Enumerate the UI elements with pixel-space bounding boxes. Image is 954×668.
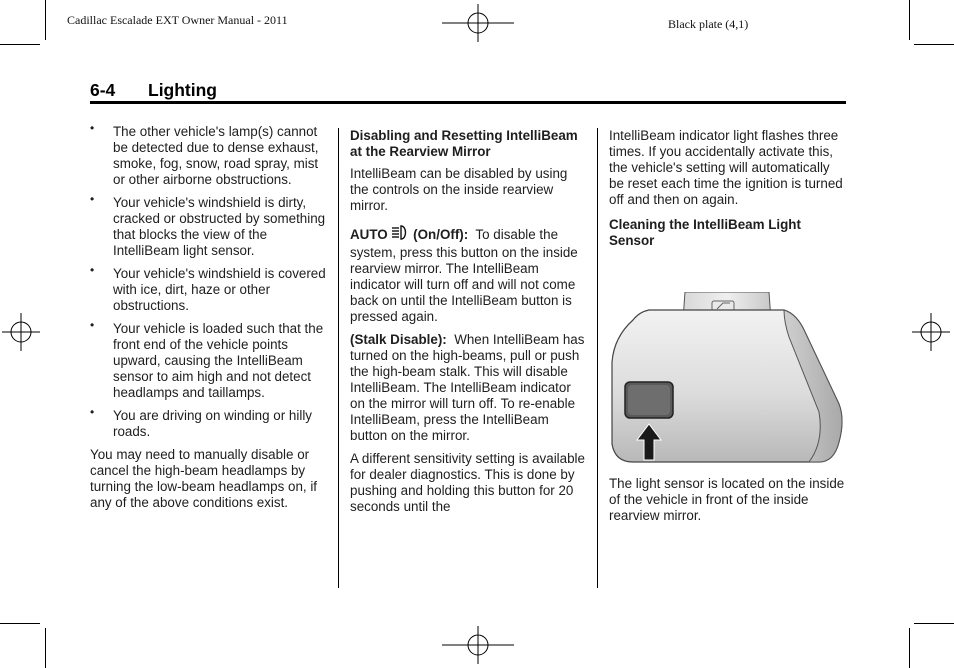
bullet-item [90, 263, 330, 314]
bullet-text: The other vehicle's lamp(s) cannot be detected due to dense exhaust, smoke, fog, snow, road spray, mist or other airborne obstructions. [113, 124, 319, 187]
manual-title: Cadillac Escalade EXT Owner Manual - 2011 [67, 13, 288, 27]
right-column [609, 128, 847, 249]
registration-mark-bottom-icon [442, 626, 514, 664]
middle-column [350, 128, 588, 515]
bullet-icon: • [90, 263, 95, 277]
body-paragraph: A different sensitivity setting is available for dealer diagnostics. This is done by pushing and holding this button for 20 seconds until the [350, 451, 585, 514]
body-paragraph: You may need to manually disable or cancel the high-beam headlamps by turning the low-beam headlamps on, if any of the above conditions exist. [90, 447, 318, 510]
left-column [90, 121, 330, 511]
crop-mark [45, 0, 46, 40]
subheading: Disabling and Resetting IntelliBeam at the Rearview Mirror [350, 128, 578, 159]
crop-mark [909, 0, 910, 40]
auto-high-beam-icon [391, 224, 409, 245]
bullet-text: You are driving on winding or hilly roads. [113, 408, 312, 439]
heading-rule [90, 101, 846, 104]
registration-mark-top-icon [442, 4, 514, 42]
body-paragraph: IntelliBeam indicator light flashes three times. If you accidentally activate this, the vehicle's setting will automatically be reset each time the ignition is turned off and then on again. [609, 128, 843, 207]
section-title: Lighting [148, 80, 218, 100]
crop-mark [909, 628, 910, 668]
column-divider [338, 128, 339, 588]
crop-mark [914, 44, 954, 45]
registration-mark-right-icon [912, 313, 950, 351]
body-paragraph: IntelliBeam can be disabled by using the controls on the inside rearview mirror. [350, 166, 568, 213]
bullet-icon: • [90, 121, 95, 135]
auto-label: AUTO [350, 227, 388, 242]
auto-label-suffix: (On/Off): [413, 227, 469, 242]
stalk-label: (Stalk Disable): [350, 332, 447, 347]
registration-mark-left-icon [2, 313, 40, 351]
crop-mark [0, 623, 40, 624]
crop-mark [0, 44, 40, 45]
caption-text: The light sensor is located on the inside of the vehicle in front of the inside rearview mirror. [609, 476, 845, 523]
bullet-text: Your vehicle's windshield is covered with ice, dirt, haze or other obstructions. [113, 266, 326, 313]
stalk-text: When IntelliBeam has turned on the high-beams, pull or push the high-beam stalk. This will disable IntelliBeam. The IntelliBeam indicator on the mirror will turn off. To re-enable IntelliBeam, press the IntelliBeam button on the mirror. [350, 332, 585, 443]
bullet-icon: • [90, 318, 95, 332]
section-number: 6-4 [90, 80, 116, 100]
subheading: Cleaning the IntelliBeam Light Sensor [609, 217, 801, 248]
column-divider [597, 128, 598, 588]
bullet-icon: • [90, 405, 95, 419]
mirror-light-sensor-illustration [609, 292, 847, 467]
crop-mark [914, 623, 954, 624]
auto-paragraph [350, 224, 588, 325]
stalk-paragraph [350, 332, 588, 444]
figure-caption [609, 476, 847, 524]
bullet-item [90, 405, 330, 440]
bullet-item [90, 121, 330, 188]
bullet-icon: • [90, 192, 95, 206]
section-heading [90, 80, 217, 101]
crop-mark [45, 628, 46, 668]
plate-label: Black plate (4,1) [668, 17, 749, 31]
bullet-text: Your vehicle's windshield is dirty, cracked or obstructed by something that blocks the view of the IntelliBeam light sensor. [113, 195, 326, 258]
auto-text: To disable the system, press this button on the inside rearview mirror. The IntelliBeam indicator will turn off and will not come back on until the IntelliBeam button is pressed again. [350, 227, 578, 324]
bullet-item [90, 318, 330, 401]
bullet-text: Your vehicle is loaded such that the front end of the vehicle points upward, causing the IntelliBeam sensor to aim high and not detect headlamps and taillamps. [113, 321, 324, 400]
bullet-item [90, 192, 330, 259]
